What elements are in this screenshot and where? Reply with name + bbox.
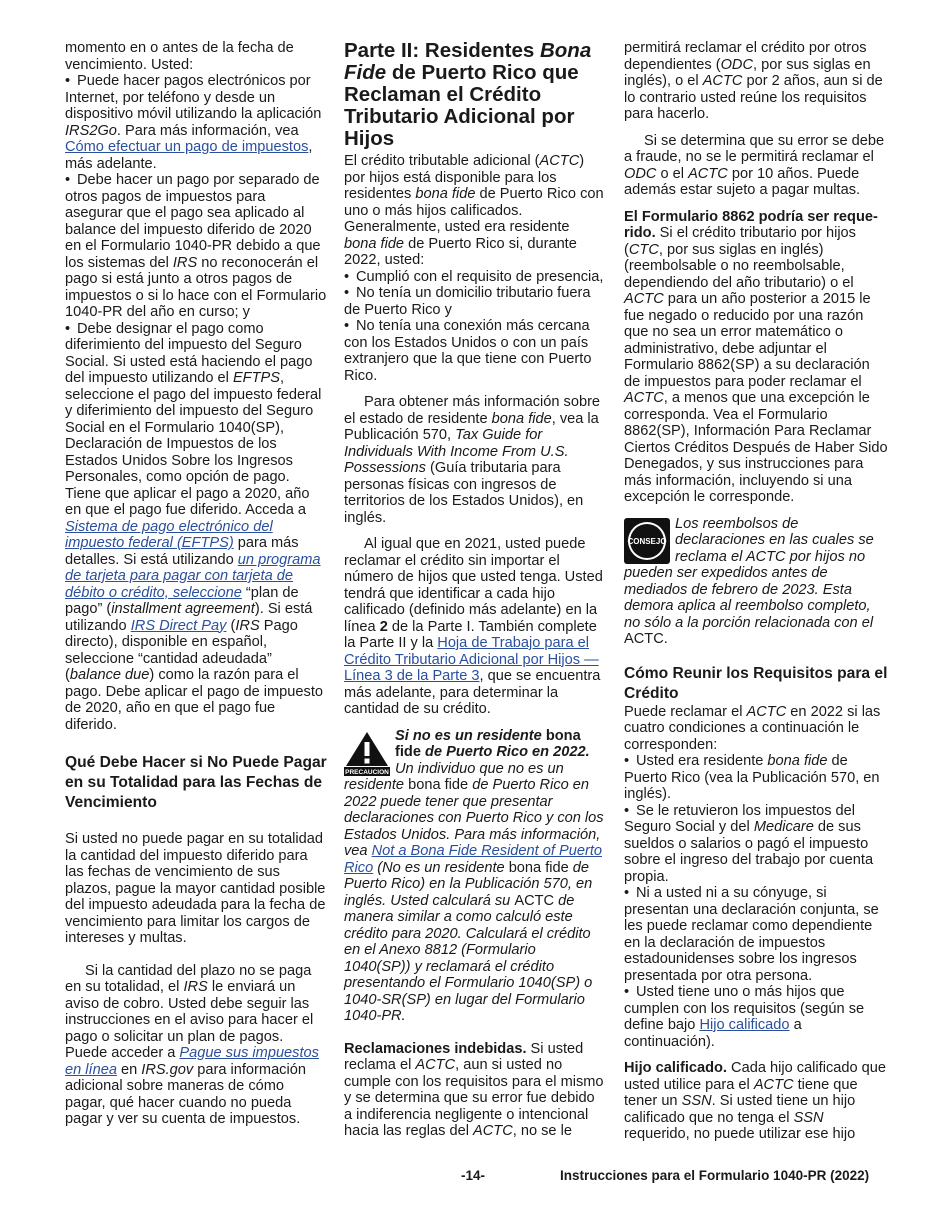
paragraph: Si usted no puede pagar en su totalidad la cantidad del impuesto diferido para las fechas de vencimiento de sus plazos, pague la mayor cantidad posible del impuesto adeudada para la fecha de vencimiento para limitar los cargos de intereses y multas. — [65, 831, 326, 946]
link-pague-en-linea[interactable]: Pague sus impuestos en línea — [65, 1045, 319, 1078]
part-heading: Parte II: Residentes Bona Fide de Puerto Rico que Reclaman el Crédito Tributario Adicional por Hijos — [344, 39, 592, 150]
link-como-efectuar-pago[interactable]: Cómo efectuar un pago de impuestos — [65, 139, 309, 155]
paragraph: Puede reclamar el ACTC en 2022 si las cuatro condiciones a continuación le corresponden: — [624, 703, 881, 753]
column-middle — [344, 40, 606, 1140]
tip-text: Los reembolsos de declaraciones en las cuales se reclama el ACTC por hijos no pueden ser expedidos antes de mediados de febrero de 2023. Esta demora aplica al reembolso completo, no sólo a la porción relacionada con el ACTC. — [624, 515, 874, 647]
bullet-item: • Puede hacer pagos electrónicos por Internet, por teléfono y desde un dispositivo móvil utilizando la aplicación IRS2Go. Para más información, vea Cómo efectuar un pago de impuestos, más adelante. — [65, 73, 327, 172]
link-not-bona-fide[interactable]: Not a Bona Fide Resident of Puerto Rico — [344, 843, 602, 876]
paragraph: permitirá reclamar el crédito por otros dependientes (ODC, por sus siglas en inglés), o el ACTC por 2 años, aun si de lo contrario usted reúne los requisitos para hacerlo. — [624, 40, 883, 122]
paragraph: El Formulario 8862 podría ser reque-rido. Si el crédito tributario por hijos (CTC, por sus siglas en inglés) (reembolsable o no reembolsable, dependiendo del año tributario) o el ACTC para un año posterior a 2015 le fue negado o reducido por una razón que no sea un error matemático o administrativo, debe adjuntar el Formulario 8862(SP) a su declaración de impuestos para poder reclamar el ACTC, a menos que una excepción le corresponda. Vea el Formulario 8862(SP), Información Para Reclamar Ciertos Créditos Después de Haber Sido Denegados, y sus instrucciones para más información, incluyendo si una excepción le corresponde. — [624, 208, 888, 505]
bullet-item: • Usted era residente bona fide de Puerto Rico (vea la Publicación 570, en inglés). — [624, 753, 889, 803]
bullet-item: • Usted tiene uno o más hijos que cumplen con los requisitos (según se define bajo Hijo calificado a continuación). — [624, 984, 889, 1050]
link-eftps[interactable]: Sistema de pago electrónico del impuesto federal (EFTPS) — [65, 518, 273, 551]
bullet-item: • Debe designar el pago como diferimiento del impuesto del Seguro Social. Si usted está haciendo el pago del impuesto utilizando el EFTPS, seleccione el pago del impuesto federal y diferimiento del impuesto del Seguro Social en el Formulario 1040(SP), Declaración de Impuestos de los Estados Unidos Sobre los Ingresos Personales, como opción de pago. Tiene que aplicar el pago a 2020, año en que el pago fue diferido. Acceda a Sistema de pago electrónico del impuesto federal (EFTPS) para más detalles. Si está utilizando un programa de tarjeta para pagar con tarjeta de débito o crédito, seleccione “plan de pago” (installment agreement). Si está utilizando IRS Direct Pay (IRS Pago directo), disponible en español, seleccione “cantidad adeudada” (balance due) como la razón para el pago. Debe aplicar el pago de impuesto de 2020, año en que el pago fue diferido. — [65, 321, 327, 734]
bullet-item: • Debe hacer un pago por separado de otros pagos de impuestos para asegurar que el pago sea aplicado al balance del impuesto diferido de 2020 en el Formulario 1040-PR debido a que los sistemas del IRS no reconocerán el pago si está junto a otros pagos de impuestos o si lo hace con el Formulario 1040-PR del año en curso; y — [65, 172, 327, 321]
section-heading: Qué Debe Hacer si No Puede Pagar en su Totalidad para las Fechas de Vencimiento — [65, 754, 327, 811]
caution-icon — [344, 730, 390, 776]
paragraph: Si se determina que su error se debe a fraude, no se le permitirá reclamar el ODC o el ACTC por 10 años. Puede además estar sujeto a pagar multas. — [624, 132, 885, 198]
bullet-item: • Ni a usted ni a su cónyuge, si presentan una declaración conjunta, se les puede reclamar como dependiente en la declaración de impuestos estadounidenses sobre los ingresos presentada por otra persona. — [624, 885, 889, 984]
caution-label: PRECAUCION — [345, 768, 389, 776]
tip-label: CONSEJO — [627, 536, 667, 546]
column-right — [624, 40, 889, 1143]
paragraph: momento en o antes de la fecha de vencimiento. Usted: — [65, 40, 294, 73]
link-irs-direct-pay[interactable]: IRS Direct Pay — [130, 617, 227, 634]
bullet-item: • No tenía una conexión más cercana con los Estados Unidos o con un país extranjero que la que tiene con Puerto Rico. — [344, 318, 606, 384]
paragraph: El crédito tributable adicional (ACTC) por hijos está disponible para los residentes bona fide de Puerto Rico con uno o más hijos calificados. Generalmente, usted era residente bona fide de Puerto Rico si, durante 2022, usted: — [344, 153, 604, 268]
link-hoja-de-trabajo[interactable]: Hoja de Trabajo para el Crédito Tributario Adicional por Hijos —Línea 3 de la Parte 3 — [344, 635, 599, 684]
bullet-item: • No tenía un domicilio tributario fuera de Puerto Rico y — [344, 285, 606, 318]
paragraph: Reclamaciones indebidas. Si usted reclama el ACTC, aun si usted no cumple con los requisitos para el mismo y se determina que su error fue debido a indiferencia negligente o intencional hacia las reglas del ACTC, no se le — [344, 1040, 604, 1139]
bullet-item: • Cumplió con el requisito de presencia, — [344, 269, 606, 286]
bullet-item: • Se le retuvieron los impuestos del Seguro Social y del Medicare de sus sueldos o salarios o pagó el impuesto sobre el ingreso del trabajo por cuenta propia. — [624, 803, 889, 886]
tip-callout — [624, 516, 889, 648]
caution-callout — [344, 728, 606, 1025]
column-left — [65, 40, 327, 1128]
paragraph: Hijo calificado. Cada hijo calificado que usted utilice para el ACTC tiene que tener un SSN. Si usted tiene un hijo calificado que no tenga el SSN requerido, no puede utilizar ese hijo — [624, 1060, 887, 1142]
section-heading: Cómo Reunir los Requisitos para el Crédito — [624, 664, 888, 702]
caution-text: Si no es un residente bona fide de Puerto Rico en 2022. Un individuo que no es un residente bona fide de Puerto Rico en 2022 puede tener que presentar declaraciones con Puerto Rico y con los Estados Unidos. Para más información, vea Not a Bona Fide Resident of Puerto Rico (No es un residente bona fide de Puerto Rico) en la Publicación 570, en inglés. Usted calculará su ACTC de manera similar a como calculó este crédito para 2020. Calculará el crédito en el Anexo 8812 (Formulario 1040(SP)) y reclamará el crédito presentando el Formulario 1040(SP) o 1040-SR(SP) en lugar del Formulario 1040-PR. — [344, 727, 604, 1024]
link-card-program[interactable]: un programa de tarjeta para pagar con tarjeta de débito o crédito, seleccione — [65, 551, 321, 601]
paragraph: Si la cantidad del plazo no se paga en su totalidad, el IRS le enviará un aviso de cobro. Usted debe seguir las instrucciones en el aviso para hacer el pago o solicitar un plan de pagos. Puede acceder a Pague sus impuestos en línea en IRS.gov para información adicional sobre maneras de cómo pagar, qué hacer cuando no pueda pagar y ver su cuenta de impuestos. — [65, 962, 319, 1127]
paragraph: Al igual que en 2021, usted puede reclamar el crédito sin importar el número de hijos que usted tenga. Usted tendrá que identificar a cada hijo calificado (definido más adelante) en la línea 2 de la Parte I. También complete la Parte II y la Hoja de Trabajo para el Crédito Tributario Adicional por Hijos —Línea 3 de la Parte 3, que se encuentra más adelante, para determinar la cantidad de su crédito. — [344, 536, 603, 717]
page-number: -14- — [461, 1168, 486, 1183]
paragraph: Para obtener más información sobre el estado de residente bona fide, vea la Publicación 570, Tax Guide for Individuals With Income From U.S. Possessions (Guía tributaria para personas físicas con ingresos de territorios de los Estados Unidos), en inglés. — [344, 394, 601, 526]
link-hijo-calificado[interactable]: Hijo calificado — [699, 1017, 790, 1033]
footer-title: Instrucciones para el Formulario 1040-PR (2022) — [560, 1168, 870, 1183]
tip-icon — [624, 518, 670, 564]
